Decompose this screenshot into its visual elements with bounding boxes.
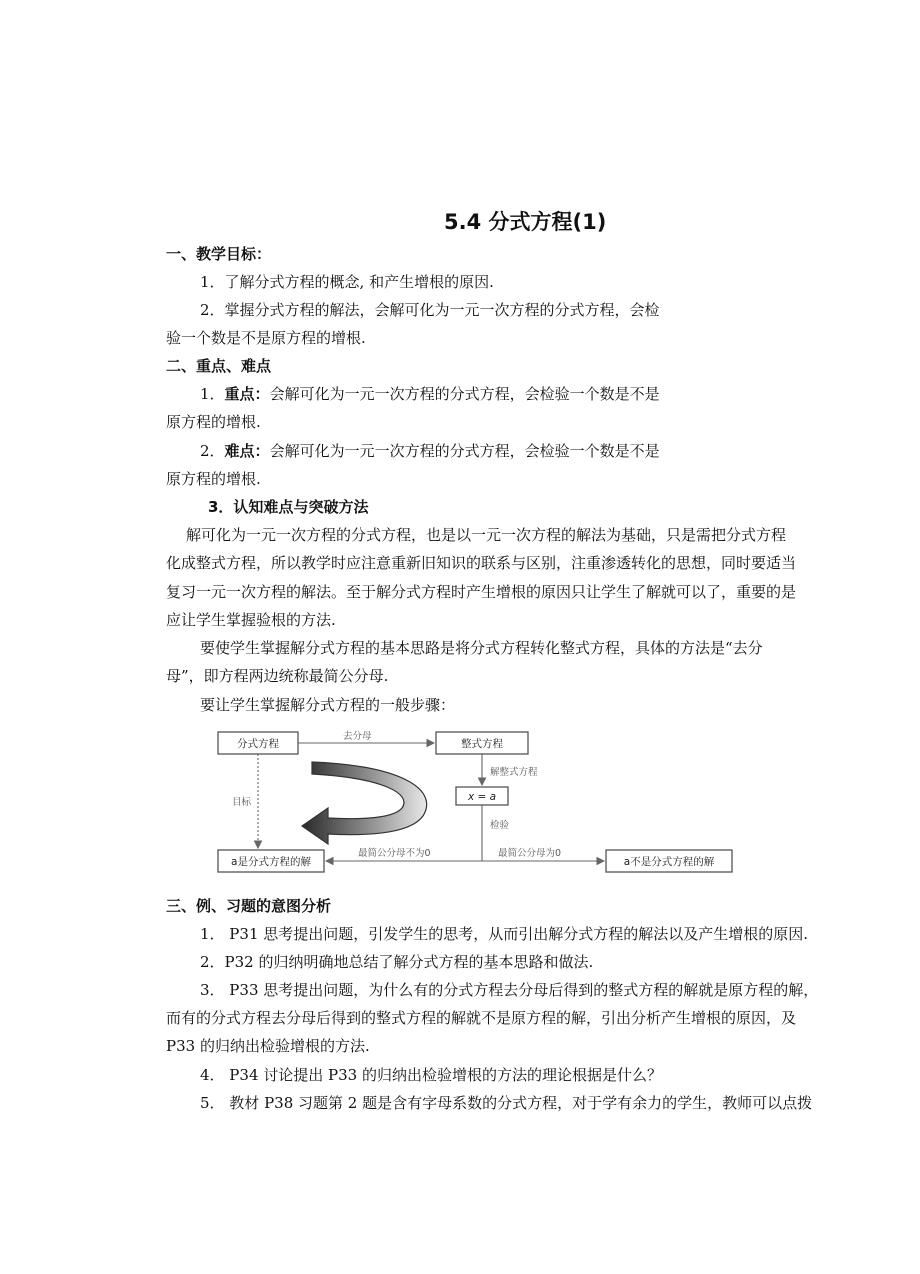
key-point-line-2: 原方程的增根. xyxy=(166,413,261,431)
key-point-text: 会解可化为一元一次方程的分式方程，会检验一个数是不是 xyxy=(269,385,660,403)
difficulty-text: 会解可化为一元一次方程的分式方程，会检验一个数是不是 xyxy=(269,442,660,460)
box-integral-equation-label: 整式方程 xyxy=(461,738,503,750)
exercise-item-3-line-1: 3． P33 思考提出问题，为什么有的分式方程去分母后得到的整式方程的解就是原方程的解， xyxy=(200,981,819,999)
label-remove-denominator: 去分母 xyxy=(343,731,372,742)
difficulty-line-2: 原方程的增根. xyxy=(166,470,261,488)
paragraph-1-line-3: 复习一元一次方程的解法。至于解分式方程时产生增根的原因只让学生了解就可以了，重要的是 xyxy=(166,583,797,601)
label-check: 检验 xyxy=(490,820,510,831)
box-is-solution-label: a是分式方程的解 xyxy=(231,856,311,868)
label-goal: 目标 xyxy=(232,797,252,808)
paragraph-1-line-1: 解可化为一元一次方程的分式方程，也是以一元一次方程的解法为基础，只是需把分式方程 xyxy=(186,526,787,544)
objective-2-line-1: 2．掌握分式方程的解法，会解可化为一元一次方程的分式方程，会检 xyxy=(200,301,660,319)
section-heading-objectives: 一、教学目标： xyxy=(166,245,272,263)
label-lcd-nonzero: 最简公分母不为0 xyxy=(358,848,431,859)
section-heading-exercises: 三、例、习题的意图分析 xyxy=(166,897,332,915)
box-x-equals-a-label: x = a xyxy=(467,791,497,803)
difficulty-number: 2． xyxy=(200,442,225,460)
flowchart-diagram xyxy=(198,722,758,882)
exercise-item-4: 4． P34 讨论提出 P33 的归纳出检验增根的方法的理论根据是什么？ xyxy=(200,1066,662,1084)
difficulty-label: 难点： xyxy=(224,442,270,460)
objective-2-line-2: 验一个数是不是原方程的增根. xyxy=(166,329,366,347)
page-title: 5.4 分式方程(1) xyxy=(444,210,607,234)
label-solve-integral: 解整式方程 xyxy=(490,767,538,778)
difficulty-line-1 xyxy=(200,441,660,461)
box-not-solution-label: a不是分式方程的解 xyxy=(623,856,715,868)
exercise-item-2: 2．P32 的归纳明确地总结了解分式方程的基本思路和做法. xyxy=(200,953,594,971)
key-point-number: 1． xyxy=(200,385,225,403)
box-fractional-equation-label: 分式方程 xyxy=(237,738,279,750)
paragraph-1-line-4: 应让学生掌握验根的方法. xyxy=(166,611,336,629)
paragraph-1-line-2: 化成整式方程，所以教学时应注意重新旧知识的联系与区别，注重渗透转化的思想，同时要适当 xyxy=(166,554,797,572)
label-lcd-zero: 最简公分母为0 xyxy=(498,848,562,859)
exercise-item-1: 1． P31 思考提出问题，引发学生的思考，从而引出解分式方程的解法以及产生增根的原因. xyxy=(200,925,809,943)
key-point-label: 重点： xyxy=(224,385,270,403)
key-point-line-1 xyxy=(200,384,660,404)
exercise-item-3-line-2: 而有的分式方程去分母后得到的整式方程的解就不是原方程的解，引出分析产生增根的原因，及 xyxy=(166,1009,797,1027)
exercise-item-5: 5． 教材 P38 习题第 2 题是含有字母系数的分式方程，对于学有余力的学生，教师可以点拨 xyxy=(200,1094,813,1112)
section-heading-key-points: 二、重点、难点 xyxy=(166,357,272,375)
paragraph-3: 要让学生掌握解分式方程的一般步骤： xyxy=(200,696,456,714)
curved-return-arrow xyxy=(302,762,427,844)
paragraph-2-line-2: 母”，即方程两边统称最简公分母. xyxy=(166,667,389,685)
subheading-breakthrough: 3．认知难点与突破方法 xyxy=(208,498,369,516)
objective-1: 1．了解分式方程的概念, 和产生增根的原因. xyxy=(200,273,494,291)
exercise-item-3-line-3: P33 的归纳出检验增根的方法. xyxy=(166,1037,370,1055)
paragraph-2-line-1: 要使学生掌握解分式方程的基本思路是将分式方程转化整式方程，具体的方法是“去分 xyxy=(200,639,763,657)
